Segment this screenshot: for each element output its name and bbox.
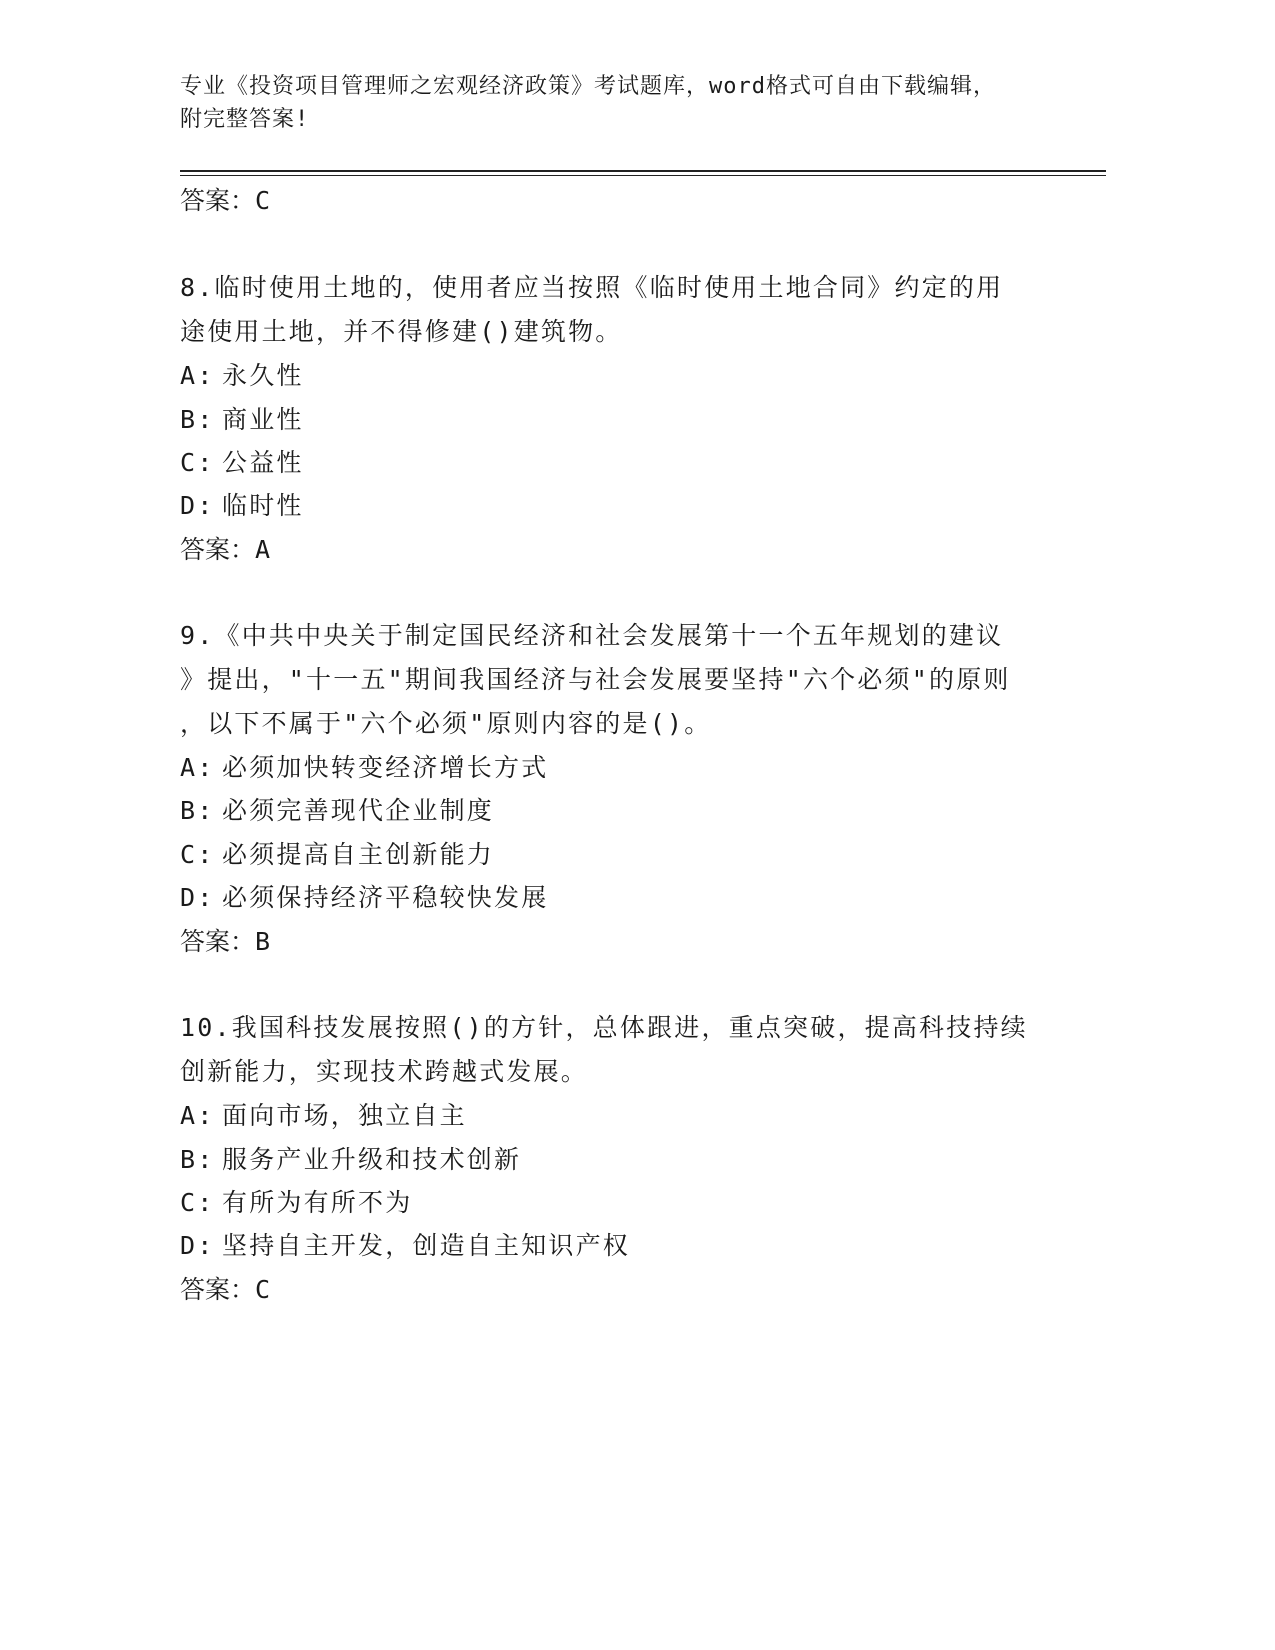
question-line: 8.临时使用土地的，使用者应当按照《临时使用土地合同》约定的用 bbox=[180, 273, 1004, 302]
answer-value: C bbox=[255, 1275, 271, 1304]
option-text: 公益性 bbox=[222, 448, 304, 477]
option-letter: C: bbox=[180, 1188, 215, 1217]
question-9-option-a bbox=[180, 751, 548, 785]
question-line: 9.《中共中央关于制定国民经济和社会发展第十一个五年规划的建议 bbox=[180, 621, 1004, 650]
option-text: 必须完善现代企业制度 bbox=[222, 796, 495, 825]
previous-answer bbox=[180, 184, 270, 218]
question-line: ，以下不属于"六个必须"原则内容的是()。 bbox=[180, 709, 712, 738]
option-letter: A: bbox=[180, 1101, 215, 1130]
option-text: 坚持自主开发，创造自主知识产权 bbox=[222, 1231, 631, 1260]
option-text: 必须保持经济平稳较快发展 bbox=[222, 883, 549, 912]
answer-label: 答案： bbox=[180, 186, 256, 215]
option-text: 必须提高自主创新能力 bbox=[222, 840, 495, 869]
question-9-stem bbox=[180, 614, 1060, 746]
question-8-stem bbox=[180, 266, 1060, 354]
question-10-stem bbox=[180, 1006, 1060, 1094]
question-8-option-c bbox=[180, 446, 304, 480]
document-header bbox=[180, 70, 1060, 136]
option-text: 有所为有所不为 bbox=[222, 1188, 413, 1217]
answer-label: 答案： bbox=[180, 535, 256, 564]
option-letter: B: bbox=[180, 405, 215, 434]
question-9-option-c bbox=[180, 838, 494, 872]
answer-value: A bbox=[255, 535, 271, 564]
option-letter: B: bbox=[180, 796, 215, 825]
answer-value: B bbox=[255, 927, 271, 956]
option-letter: A: bbox=[180, 361, 215, 390]
option-text: 服务产业升级和技术创新 bbox=[222, 1145, 522, 1174]
header-divider-thick bbox=[180, 170, 1106, 172]
option-letter: A: bbox=[180, 753, 215, 782]
option-text: 必须加快转变经济增长方式 bbox=[222, 753, 549, 782]
question-line: 创新能力，实现技术跨越式发展。 bbox=[180, 1057, 589, 1086]
question-8-option-b bbox=[180, 403, 304, 437]
option-letter: C: bbox=[180, 448, 215, 477]
question-line: 》提出，"十一五"期间我国经济与社会发展要坚持"六个必须"的原则 bbox=[180, 665, 1011, 694]
question-8-answer bbox=[180, 533, 270, 567]
question-line: 途使用土地，并不得修建()建筑物。 bbox=[180, 317, 623, 346]
answer-label: 答案： bbox=[180, 1275, 256, 1304]
question-9-answer bbox=[180, 925, 270, 959]
question-10-option-a bbox=[180, 1099, 467, 1133]
header-divider-thin bbox=[180, 175, 1106, 176]
option-text: 临时性 bbox=[222, 491, 304, 520]
answer-value: C bbox=[255, 186, 271, 215]
question-8-option-a bbox=[180, 359, 304, 393]
question-10-answer bbox=[180, 1273, 270, 1307]
option-letter: B: bbox=[180, 1145, 215, 1174]
option-letter: D: bbox=[180, 1231, 215, 1260]
question-8-option-d bbox=[180, 489, 304, 523]
option-letter: C: bbox=[180, 840, 215, 869]
option-text: 永久性 bbox=[222, 361, 304, 390]
option-text: 商业性 bbox=[222, 405, 304, 434]
option-letter: D: bbox=[180, 491, 215, 520]
question-10-option-d bbox=[180, 1229, 630, 1263]
question-9-option-b bbox=[180, 794, 494, 828]
header-line-1: 专业《投资项目管理师之宏观经济政策》考试题库，word格式可自由下载编辑， bbox=[180, 74, 996, 99]
question-line: 10.我国科技发展按照()的方针，总体跟进，重点突破，提高科技持续 bbox=[180, 1013, 1028, 1042]
option-letter: D: bbox=[180, 883, 215, 912]
question-9-option-d bbox=[180, 881, 548, 915]
question-10-option-b bbox=[180, 1143, 521, 1177]
option-text: 面向市场，独立自主 bbox=[222, 1101, 467, 1130]
answer-label: 答案： bbox=[180, 927, 256, 956]
question-10-option-c bbox=[180, 1186, 412, 1220]
header-line-2: 附完整答案! bbox=[180, 107, 310, 132]
